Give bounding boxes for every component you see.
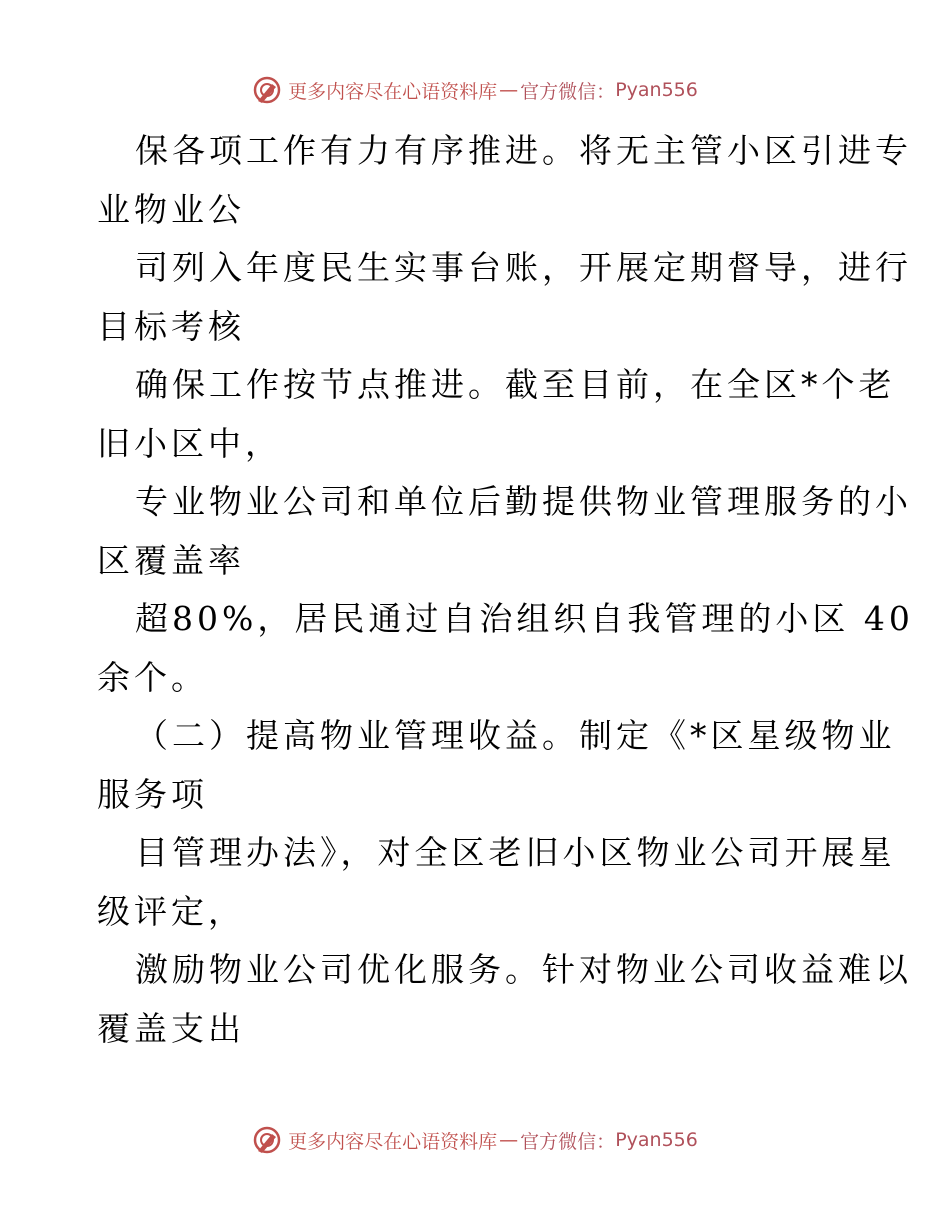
watermark-separator: — — [499, 1129, 519, 1151]
paragraph-line: 服务项 — [97, 774, 208, 814]
paragraph-line: 确保工作按节点推进。截至目前，在全区*个老 — [135, 365, 896, 404]
paragraph-line: 司列入年度民生实事台账，开展定期督导，进行 — [135, 248, 912, 287]
paragraph-5 — [97, 590, 914, 707]
paragraph-1 — [97, 122, 912, 239]
paragraph-line: 专业物业公司和单位后勤提供物业管理服务的小 — [135, 482, 912, 521]
watermark-official: 官方微信： — [520, 1130, 616, 1153]
watermark-text: 更多内容尽在心语资料库 — [288, 1130, 498, 1153]
watermark-account: Pyan556 — [615, 1129, 698, 1151]
paragraph-2 — [97, 239, 912, 356]
paragraph-line: 业物业公 — [97, 189, 245, 229]
paragraph-line: 保各项工作有力有序推进。将无主管小区引进专 — [135, 131, 912, 170]
pen-logo-icon — [252, 75, 282, 105]
paragraph-6 — [97, 707, 896, 824]
paragraph-line: 覆盖支出 — [97, 1008, 245, 1048]
footer-watermark — [0, 1120, 950, 1160]
paragraph-3 — [97, 356, 896, 473]
watermark-text: 更多内容尽在心语资料库 — [288, 80, 498, 103]
paragraph-8 — [97, 941, 912, 1058]
watermark-separator: — — [499, 79, 519, 101]
paragraph-line: 超80%，居民通过自治组织自我管理的小区 40 — [135, 599, 914, 638]
paragraph-line: 激励物业公司优化服务。针对物业公司收益难以 — [135, 950, 912, 989]
watermark-account: Pyan556 — [615, 79, 698, 101]
paragraph-line: 区覆盖率 — [97, 540, 245, 580]
paragraph-7 — [97, 824, 896, 941]
paragraph-line: 目标考核 — [97, 306, 245, 346]
paragraph-line: 目管理办法》，对全区老旧小区物业公司开展星 — [135, 833, 896, 872]
paragraph-line: 级评定， — [97, 891, 245, 931]
paragraph-line: 旧小区中， — [97, 423, 282, 463]
paragraph-4 — [97, 473, 912, 590]
document-body — [97, 122, 914, 1058]
paragraph-line: 余个。 — [97, 657, 208, 697]
watermark-official: 官方微信： — [520, 80, 616, 103]
header-watermark — [0, 70, 950, 110]
paragraph-line: （二）提高物业管理收益。制定《*区星级物业 — [135, 716, 896, 755]
pen-logo-icon — [252, 1125, 282, 1155]
